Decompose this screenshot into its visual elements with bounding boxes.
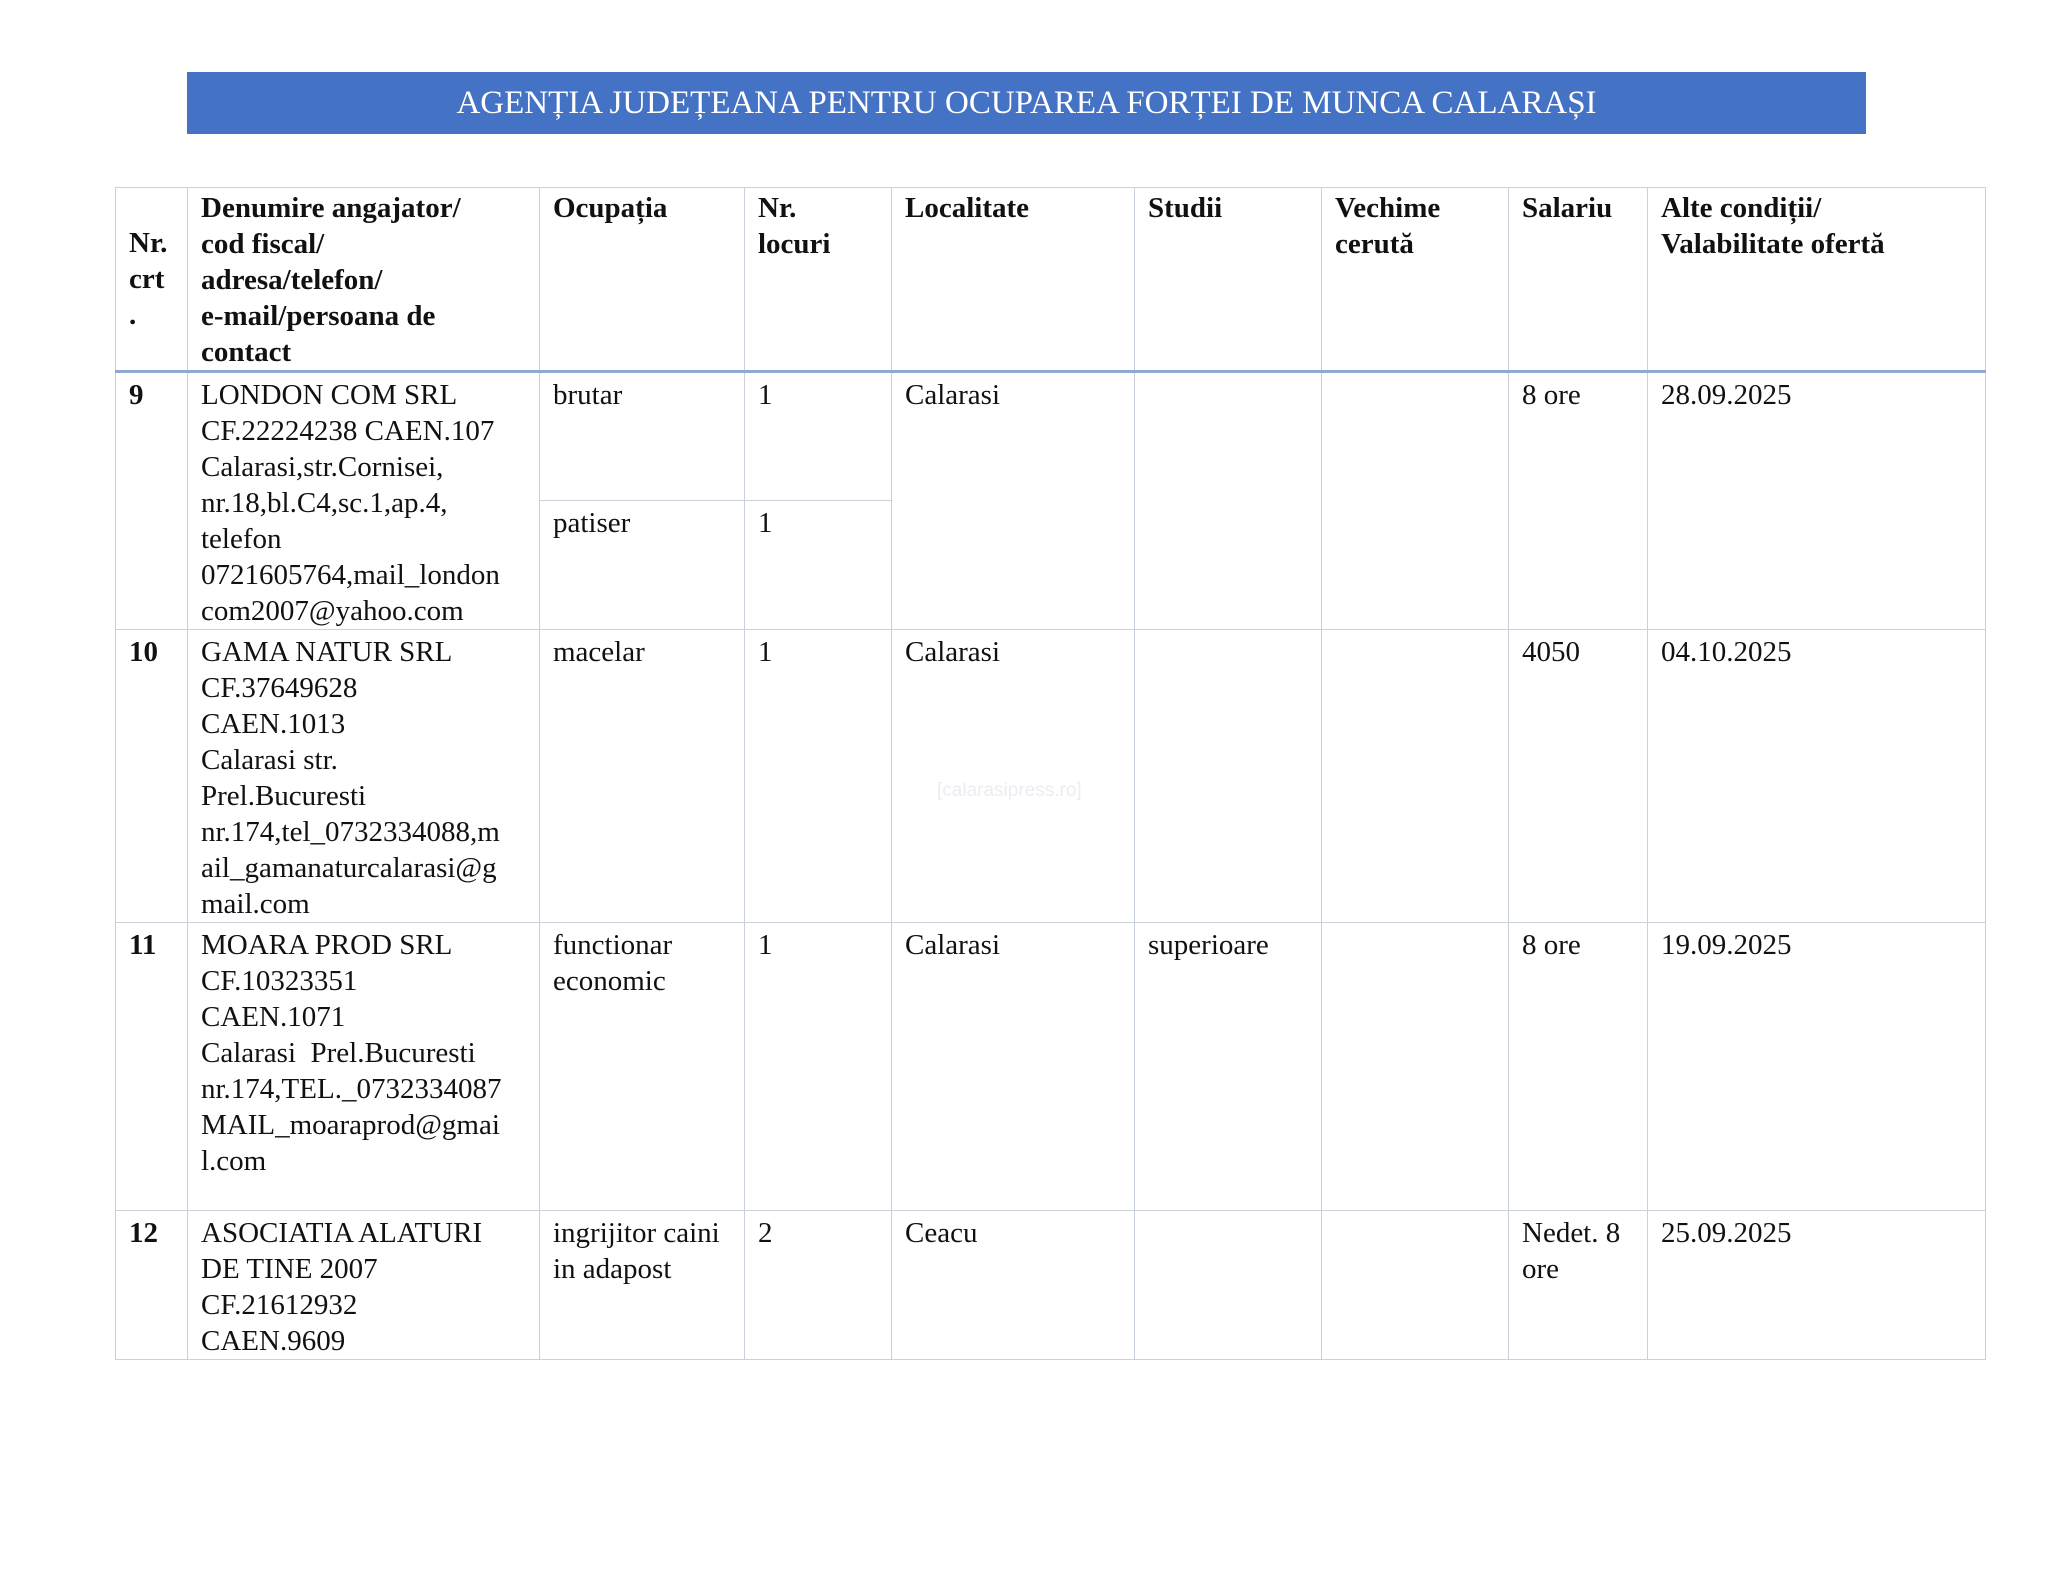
header-seniority: Vechime cerută [1322, 188, 1509, 372]
cell-places: 2 [745, 1211, 892, 1360]
cell-seniority [1322, 630, 1509, 923]
cell-seniority [1322, 372, 1509, 630]
cell-occupation: brutar [540, 372, 745, 501]
cell-locality: Calarasi [892, 372, 1135, 630]
cell-seniority [1322, 923, 1509, 1211]
cell-occupation: ingrijitor caini in adapost [540, 1211, 745, 1360]
header-salary: Salariu [1509, 188, 1648, 372]
cell-studies [1135, 1211, 1322, 1360]
cell-other: 04.10.2025 [1648, 630, 1986, 923]
cell-places: 1 [745, 923, 892, 1211]
page-banner [187, 72, 1866, 134]
cell-nr: 12 [116, 1211, 188, 1360]
cell-studies [1135, 372, 1322, 630]
header-studies: Studii [1135, 188, 1322, 372]
table-row [116, 372, 1986, 501]
cell-employer: GAMA NATUR SRL CF.37649628 CAEN.1013 Calarasi str. Prel.Bucuresti nr.174,tel_0732334088,m ail_gamanaturcalarasi@g mail.com [188, 630, 540, 923]
cell-places: 1 [745, 372, 892, 501]
table-row [116, 1211, 1986, 1360]
cell-nr: 10 [116, 630, 188, 923]
header-places: Nr. locuri [745, 188, 892, 372]
cell-locality: Calarasi [892, 630, 1135, 923]
cell-employer: LONDON COM SRL CF.22224238 CAEN.107 Calarasi,str.Cornisei, nr.18,bl.C4,sc.1,ap.4, telefon 0721605764,mail_london com2007@yahoo.com [188, 372, 540, 630]
cell-places: 1 [745, 501, 892, 630]
table-header-row [116, 188, 1986, 372]
cell-nr: 11 [116, 923, 188, 1211]
cell-occupation: patiser [540, 501, 745, 630]
cell-nr: 9 [116, 372, 188, 630]
cell-salary: 4050 [1509, 630, 1648, 923]
cell-locality: Calarasi [892, 923, 1135, 1211]
cell-employer: ASOCIATIA ALATURI DE TINE 2007 CF.21612932 CAEN.9609 [188, 1211, 540, 1360]
cell-salary: 8 ore [1509, 923, 1648, 1211]
cell-studies [1135, 630, 1322, 923]
header-employer: Denumire angajator/ cod fiscal/ adresa/telefon/ e-mail/persoana de contact [188, 188, 540, 372]
header-occupation: Ocupația [540, 188, 745, 372]
cell-other: 28.09.2025 [1648, 372, 1986, 630]
cell-other: 19.09.2025 [1648, 923, 1986, 1211]
cell-seniority [1322, 1211, 1509, 1360]
cell-places: 1 [745, 630, 892, 923]
cell-other: 25.09.2025 [1648, 1211, 1986, 1360]
cell-employer: MOARA PROD SRL CF.10323351 CAEN.1071 Calarasi Prel.Bucuresti nr.174,TEL._0732334087 MAIL_moaraprod@gmai l.com [188, 923, 540, 1211]
banner-title: AGENȚIA JUDEȚEANA PENTRU OCUPAREA FORȚEI DE MUNCA CALARAȘI [456, 84, 1597, 121]
table-row [116, 630, 1986, 923]
cell-locality: Ceacu [892, 1211, 1135, 1360]
watermark-text: [calarasipress.ro] [937, 780, 1082, 801]
cell-salary: 8 ore [1509, 372, 1648, 630]
cell-occupation: macelar [540, 630, 745, 923]
header-nr: Nr. crt . [116, 188, 188, 372]
table-row [116, 923, 1986, 1211]
header-other: Alte condiții/ Valabilitate ofertă [1648, 188, 1986, 372]
header-locality: Localitate [892, 188, 1135, 372]
cell-salary: Nedet. 8 ore [1509, 1211, 1648, 1360]
job-offers-table [115, 187, 1986, 1360]
cell-occupation: functionar economic [540, 923, 745, 1211]
cell-studies: superioare [1135, 923, 1322, 1211]
